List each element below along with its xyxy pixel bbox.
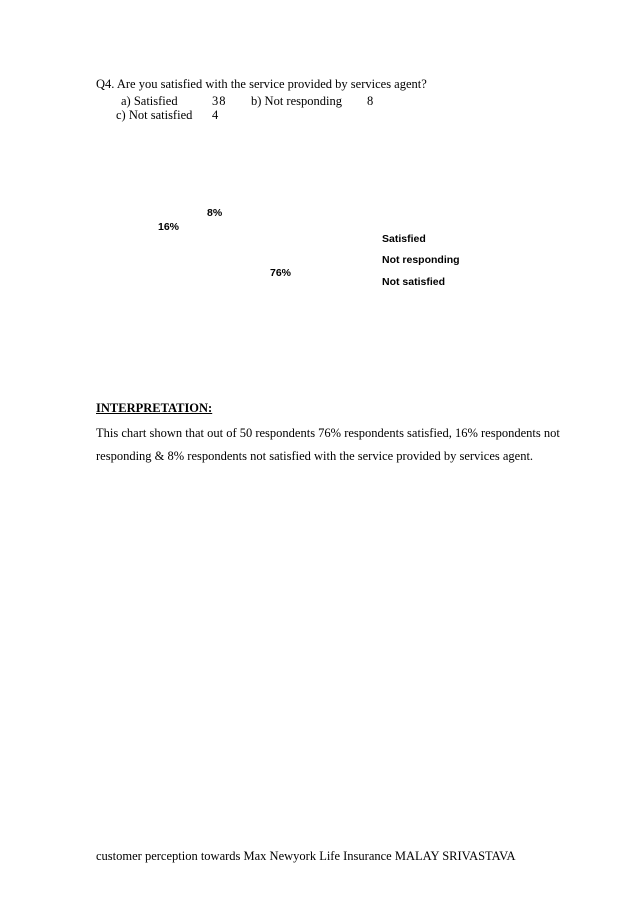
- option-b-count: 8: [367, 94, 374, 108]
- data-label-not-responding: 16%: [158, 221, 180, 233]
- legend-item-satisfied: Satisfied: [382, 233, 426, 245]
- option-a-label: a) Satisfied: [121, 94, 178, 108]
- legend-item-not-satisfied: Not satisfied: [382, 276, 446, 288]
- question-title: Q4. Are you satisfied with the service provided by services agent?: [96, 77, 427, 91]
- option-b-label: b) Not responding: [251, 94, 342, 108]
- interpretation-body: This chart shown that out of 50 respondents 76% respondents satisfied, 16% respondents not responding & 8% respondents not satisfied with the service provided by services agent.: [96, 426, 560, 463]
- legend-item-not-responding: Not responding: [382, 254, 460, 266]
- option-c-label: c) Not satisfied: [116, 108, 193, 122]
- option-a-count: 38: [212, 94, 227, 108]
- data-label-not-satisfied: 8%: [207, 207, 223, 219]
- option-c-count: 4: [212, 108, 219, 122]
- page-footer: customer perception towards Max Newyork Life Insurance MALAY SRIVASTAVA: [96, 849, 516, 863]
- data-label-satisfied: 76%: [270, 267, 292, 279]
- interpretation-heading: INTERPRETATION:: [96, 401, 213, 415]
